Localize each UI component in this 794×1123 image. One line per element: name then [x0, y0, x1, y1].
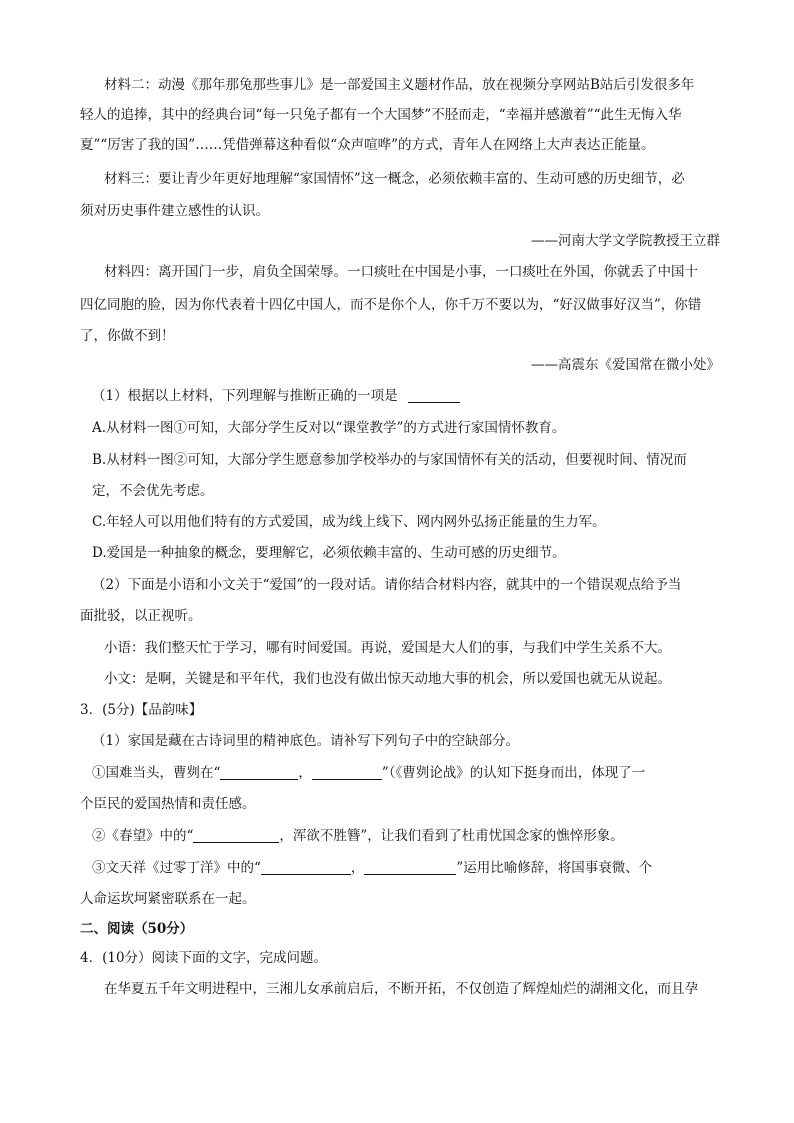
question-3-header: 3．(5分)【品韵味】 — [80, 702, 203, 718]
poetry-item-1: ①国难当头，曹刿在“ ， ”（《曹刿论战》的认知下挺身而出，体现了一 — [92, 765, 646, 781]
question-2-line2: 面批驳，以正视听。 — [80, 608, 202, 624]
option-b-line1: B.从材料一图②可知，大部分学生愿意参加学校举办的与家国情怀有关的活动，但要视时间、情况而 — [92, 452, 687, 468]
answer-blank-2[interactable] — [193, 826, 279, 843]
question-1-text: （1）根据以上材料，下列理解与推断正确的一项是 — [92, 388, 398, 404]
material4-line2: 四亿同胞的脸，因为你代表着十四亿中国人，而不是你个人，你千万不要以为，“好汉做事好汉当”，你错 — [80, 297, 702, 313]
question-4-text: 在华夏五千年文明进程中，三湘儿女承前启后，不断开拓，不仅创造了辉煌灿烂的湖湘文化，而且孕 — [104, 981, 698, 997]
section-2-heading: 二、阅读（50分） — [80, 921, 194, 937]
material2-line3: 夏”“厉害了我的国”……凭借弹幕这种看似“众声喧哗”的方式，青年人在网络上大声表达正能量。 — [80, 137, 655, 153]
answer-blank-1a[interactable] — [220, 763, 298, 780]
poetry-item-1-cont: 个臣民的爱国热情和责任感。 — [80, 796, 256, 812]
dialogue-xiaowen: 小文：是啊，关键是和平年代，我们也没有做出惊天动地大事的机会，所以爱国也就无从说起。 — [104, 671, 671, 687]
question-3-sub1: （1）家国是藏在古诗词里的精神底色。请补写下列句子中的空缺部分。 — [92, 733, 520, 749]
material3-source: ——河南大学文学院教授王立群 — [531, 233, 720, 249]
poetry-item-3: ③文天祥《过零丁洋》中的“ ， ”运用比喻修辞，将国事衰微、个 — [92, 860, 653, 876]
material4-line1: 材料四：离开国门一步，肩负全国荣辱。一口痰吐在中国是小事，一口痰吐在外国，你就丢了中国十 — [104, 264, 698, 280]
material3-line1: 材料三：要让青少年更好地理解“家国情怀”这一概念，必须依赖丰富的、生动可感的历史细节，必 — [104, 171, 685, 187]
option-b-line2: 定，不会优先考虑。 — [92, 483, 214, 499]
option-d: D.爱国是一种抽象的概念，要理解它，必须依赖丰富的、生动可感的历史细节。 — [92, 545, 566, 561]
material4-source: ——高震东《爱国常在微小处》 — [531, 357, 720, 373]
material2-line2: 轻人的追捧，其中的经典台词“每一只兔子都有一个大国梦”不胫而走，“幸福并感激着”“此生无悔入华 — [80, 107, 682, 123]
answer-blank-3a[interactable] — [261, 858, 351, 875]
option-c: C.年轻人可以用他们特有的方式爱国，成为线上线下、网内网外弘扬正能量的生力军。 — [92, 514, 606, 530]
question-1 — [92, 381, 720, 411]
answer-blank-q1[interactable] — [408, 386, 460, 403]
material2-line1: 材料二：动漫《那年那兔那些事儿》是一部爱国主义题材作品，放在视频分享网站B站后引发很多年 — [104, 77, 695, 93]
poetry-item-2: ②《春望》中的“ ，浑欲不胜簪”，让我们看到了杜甫忧国念家的憔悴形象。 — [92, 828, 624, 844]
answer-blank-3b[interactable] — [364, 858, 456, 875]
material3-line2: 须对历史事件建立感性的认识。 — [80, 203, 269, 219]
question-4-header: 4．(10分）阅读下面的文字，完成问题。 — [80, 950, 328, 966]
answer-blank-1b[interactable] — [312, 763, 382, 780]
material4-line3: 了，你做不到！ — [80, 328, 175, 344]
poetry-item-3-cont: 人命运坎坷紧密联系在一起。 — [80, 891, 256, 907]
option-a: A.从材料一图①可知，大部分学生反对以“课堂教学”的方式进行家国情怀教育。 — [92, 420, 566, 436]
dialogue-xiaoyu: 小语：我们整天忙于学习，哪有时间爱国。再说，爱国是大人们的事，与我们中学生关系不大。 — [104, 640, 671, 656]
question-2-line1: （2）下面是小语和小文关于“爱国”的一段对话。请你结合材料内容，就其中的一个错误观点给予当 — [92, 577, 682, 593]
